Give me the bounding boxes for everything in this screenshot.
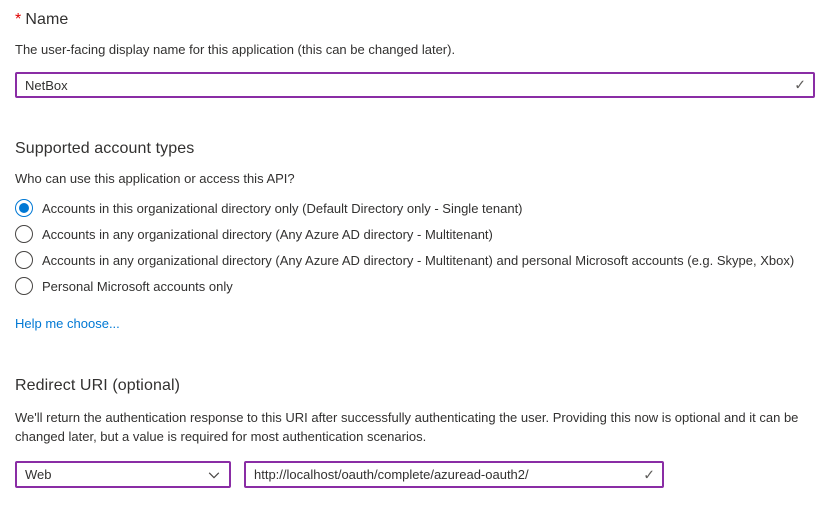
name-section [15,11,815,98]
radio-circle-icon [15,251,33,269]
redirect-uri-description: We'll return the authentication response to this URI after successfully authenticating the user. Providing this now is optional and it can be changed later, but a value is required for most authentication scenarios. [15,410,799,444]
redirect-uri-title: Redirect URI (optional) [15,377,181,394]
account-types-section [15,140,815,333]
required-asterisk: * [15,11,22,28]
name-section-title [15,11,815,29]
account-types-question: Who can use this application or access this API? [15,171,295,186]
radio-label: Accounts in any organizational directory (Any Azure AD directory - Multitenant) [42,226,493,242]
radio-personal-only[interactable] [15,273,815,299]
uri-field-wrap [244,461,664,488]
redirect-uri-controls [15,461,815,488]
name-description: The user-facing display name for this application (this can be changed later). [15,42,456,57]
redirect-uri-input[interactable] [244,461,664,488]
radio-multitenant[interactable] [15,221,815,247]
name-field-wrap [15,72,815,98]
name-title-text: Name [25,11,69,28]
radio-circle-icon [15,199,33,217]
platform-select-value: Web [25,467,52,482]
platform-select[interactable] [15,461,231,488]
radio-circle-icon [15,225,33,243]
radio-circle-icon [15,277,33,295]
radio-label: Accounts in any organizational directory (Any Azure AD directory - Multitenant) and personal Microsoft accounts (e.g. Skype, Xbox) [42,252,795,268]
radio-multitenant-personal[interactable] [15,247,815,273]
radio-label: Personal Microsoft accounts only [42,278,233,294]
chevron-down-icon [207,468,221,482]
account-types-title: Supported account types [15,140,195,157]
name-input[interactable] [15,72,815,98]
help-me-choose-link[interactable]: Help me choose... [15,316,120,331]
valid-check-icon: ✓ [643,466,655,483]
valid-check-icon: ✓ [794,76,806,93]
redirect-uri-section [15,377,815,488]
radio-label: Accounts in this organizational directory only (Default Directory only - Single tenant) [42,200,523,216]
radio-single-tenant[interactable] [15,195,815,221]
account-types-radio-group [15,195,815,299]
